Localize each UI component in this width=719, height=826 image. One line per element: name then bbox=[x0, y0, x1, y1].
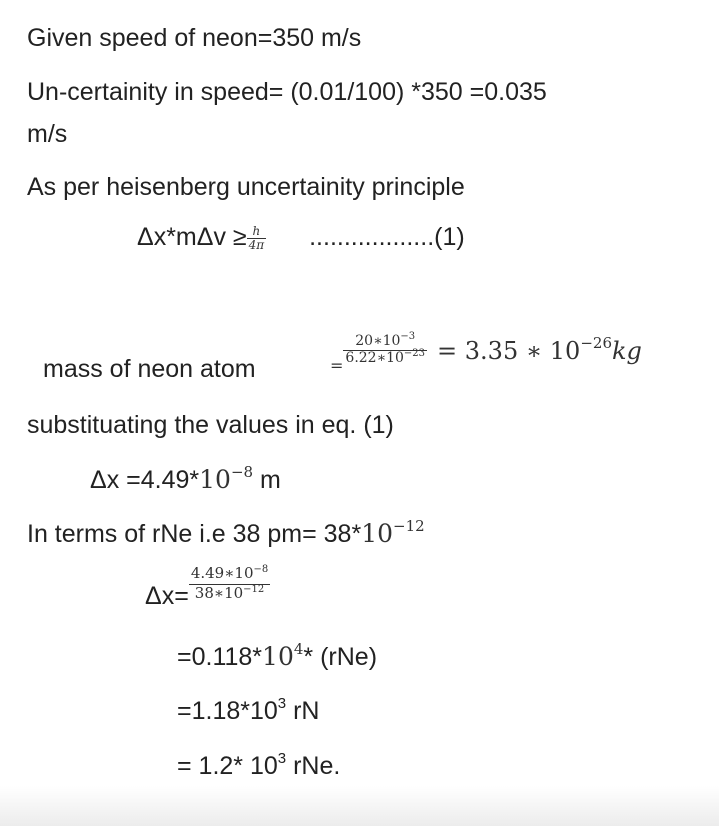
uncertainty-speed-line: Un-certainity in speed= (0.01/100) *350 =0.035 bbox=[27, 78, 547, 106]
mass-fraction-denominator: $6.22∗10^{-23}$ bbox=[345, 348, 426, 366]
mass-equation bbox=[330, 331, 642, 386]
ratio-lhs: Δx= bbox=[145, 582, 189, 611]
result-line-1: $=0.118*10^4*$ (rNe) bbox=[177, 640, 378, 671]
equation-1-lhs: Δx*mΔv ≥ bbox=[137, 223, 247, 251]
result-line-2: $=1.18*10^3$ rN bbox=[177, 695, 320, 725]
heisenberg-line: As per heisenberg uncertainity principle bbox=[27, 173, 465, 201]
mass-fraction bbox=[343, 331, 427, 367]
delta-x-result: $\Delta x =4.49*10^{-8}$ m bbox=[90, 463, 281, 494]
mass-neon-line bbox=[43, 336, 256, 396]
equation-1 bbox=[137, 222, 465, 272]
given-speed-line: Given speed of neon=350 m/s bbox=[27, 24, 362, 52]
mass-result: = 3.35 ∗ $10^{-26}kg$ bbox=[437, 334, 642, 366]
fraction-denominator: 4π bbox=[248, 237, 265, 252]
ratio-equation bbox=[145, 564, 270, 618]
mass-eq-prefix: = bbox=[330, 356, 344, 376]
result-line-3: = 1.2* $10^3$ rNe. bbox=[177, 750, 341, 780]
ratio-denominator: $38∗10^{-12}$ bbox=[194, 584, 265, 602]
uncertainty-speed-unit: m/s bbox=[27, 120, 68, 148]
substituting-line: substituating the values in eq. (1) bbox=[27, 411, 394, 439]
bottom-fade bbox=[0, 786, 719, 826]
equation-1-dots: ..................(1) bbox=[309, 223, 465, 251]
ratio-fraction bbox=[189, 565, 270, 604]
rne-line: In terms of rNe i.e 38 $pm= 38*10^{-12}$ bbox=[27, 517, 425, 548]
mass-fraction-numerator: $20∗10^{-3}$ bbox=[343, 334, 427, 351]
mass-label: mass of neon atom bbox=[43, 355, 256, 383]
fraction-numerator: h bbox=[247, 225, 267, 239]
h-over-4pi-fraction bbox=[247, 225, 267, 252]
ratio-numerator: $4.49∗10^{-8}$ bbox=[189, 565, 270, 585]
